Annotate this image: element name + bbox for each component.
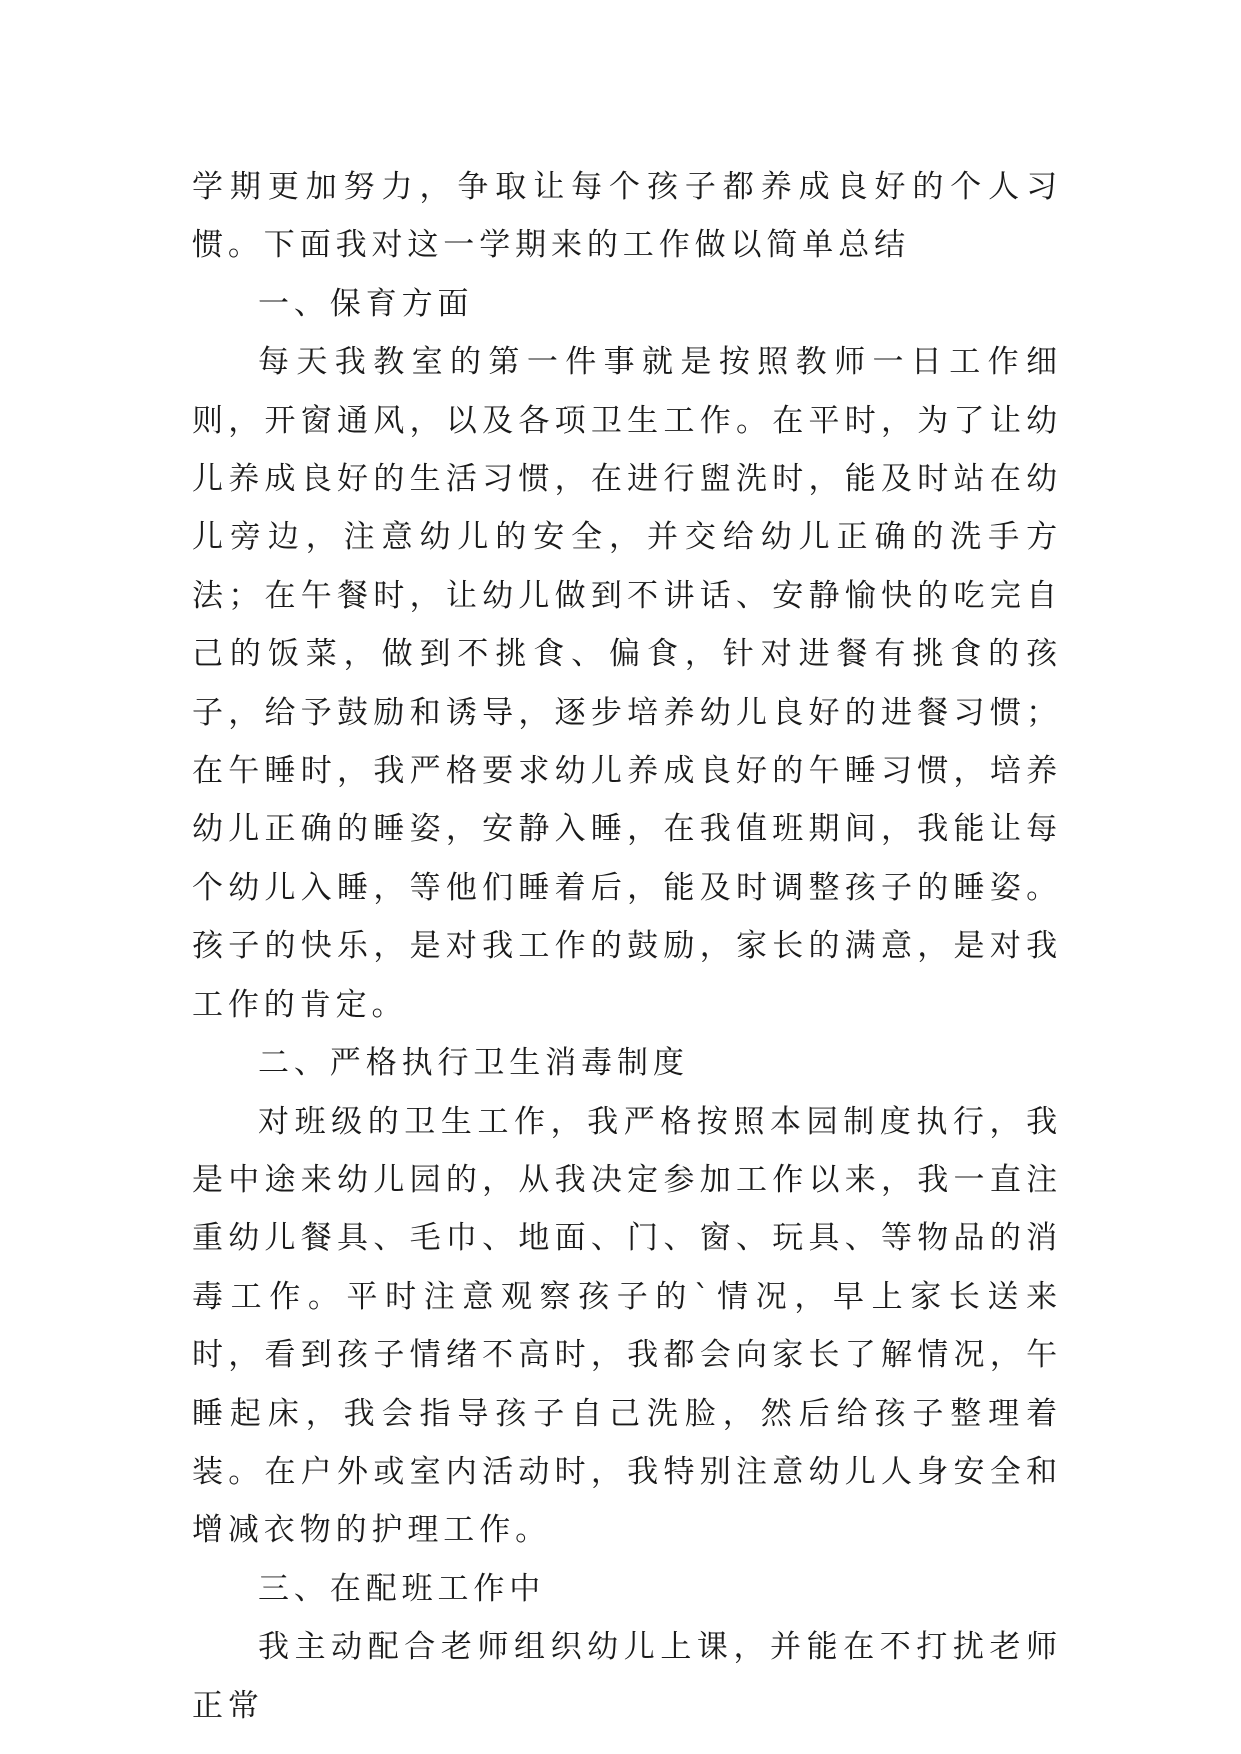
section-heading-2: 二、严格执行卫生消毒制度 xyxy=(258,1045,689,1082)
paragraph-continuation: 学期更加努力，争取让每个孩子都养成良好的个人习惯。下面我对这一学期来的工作做以简单总结 xyxy=(192,169,1062,264)
document-body xyxy=(192,158,1062,1735)
section-heading-3: 三、在配班工作中 xyxy=(258,1570,546,1607)
paragraph-hygiene: 对班级的卫生工作，我严格按照本园制度执行，我是中途来幼儿园的，从我决定参加工作以来，我一直注重幼儿餐具、毛巾、地面、门、窗、玩具、等物品的消毒工作。平时注意观察孩子的`情况，早上家长送来时，看到孩子情绪不高时，我都会向家长了解情况，午睡起床，我会指导孩子自己洗脸，然后给孩子整理着装。在户外或室内活动时，我特别注意幼儿人身安全和增减衣物的护理工作。 xyxy=(192,1103,1062,1549)
paragraph-childcare: 每天我教室的第一件事就是按照教师一日工作细则，开窗通风，以及各项卫生工作。在平时，为了让幼儿养成良好的生活习惯，在进行盥洗时，能及时站在幼儿旁边，注意幼儿的安全，并交给幼儿正确的洗手方法；在午餐时，让幼儿做到不讲话、安静愉快的吃完自己的饭菜，做到不挑食、偏食，针对进餐有挑食的孩子，给予鼓励和诱导，逐步培养幼儿良好的进餐习惯；在午睡时，我严格要求幼儿养成良好的午睡习惯，培养幼儿正确的睡姿，安静入睡，在我值班期间，我能让每个幼儿入睡，等他们睡着后，能及时调整孩子的睡姿。孩子的快乐，是对我工作的鼓励，家长的满意，是对我工作的肯定。 xyxy=(192,344,1062,1023)
paragraph-assistant: 我主动配合老师组织幼儿上课，并能在不打扰老师正常 xyxy=(192,1629,1062,1724)
section-heading-1: 一、保育方面 xyxy=(258,285,474,322)
